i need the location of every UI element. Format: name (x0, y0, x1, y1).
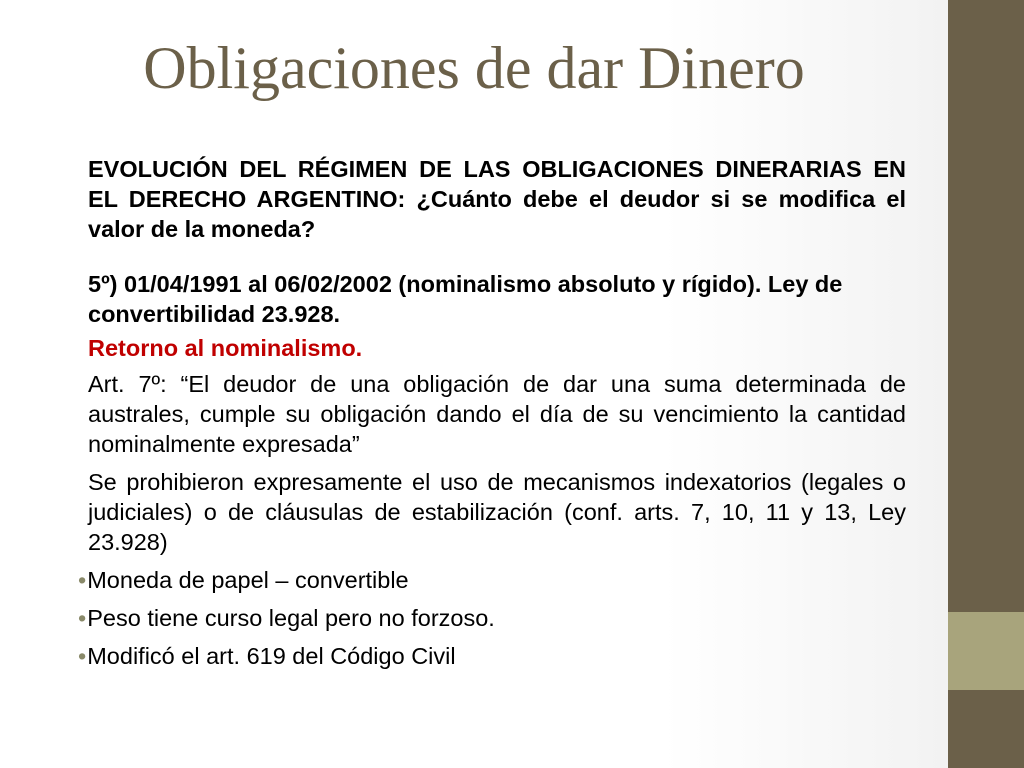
sidebar-band-bottom (948, 690, 1024, 768)
bullet-icon: • (78, 605, 87, 631)
bullet-icon: • (78, 643, 87, 669)
bullet-item (78, 603, 906, 633)
highlight-text: Retorno al nominalismo. (88, 335, 363, 361)
sidebar-band-light (948, 612, 1024, 690)
article-quote: Art. 7º: “El deudor de una obligación de dar una suma determinada de australes, cumple su obligación dando el día de su vencimiento la cantidad nominalmente expresada” (88, 371, 906, 457)
slide-title: Obligaciones de dar Dinero (143, 35, 805, 101)
bullet-text: Peso tiene curso legal pero no forzoso. (87, 605, 495, 631)
bullet-text: Moneda de papel – convertible (87, 567, 409, 593)
bullet-item (78, 641, 906, 671)
bullet-list (78, 565, 906, 671)
bullet-text: Modificó el art. 619 del Código Civil (87, 643, 456, 669)
slide-content (78, 154, 906, 679)
bullet-item (78, 565, 906, 595)
sidebar-band-dark (948, 0, 1024, 612)
section-heading: EVOLUCIÓN DEL RÉGIMEN DE LAS OBLIGACIONES DINERARIAS EN EL DERECHO ARGENTINO: ¿Cuánto debe el deudor si se modifica el valor de la moneda? (88, 156, 906, 242)
prohibition-text: Se prohibieron expresamente el uso de mecanismos indexatorios (legales o judiciales) o de cláusulas de estabilización (conf. arts. 7, 10, 11 y 13, Ley 23.928) (88, 469, 906, 555)
period-text: 5º) 01/04/1991 al 06/02/2002 (nominalismo absoluto y rígido). Ley de convertibilidad 23.928. (88, 271, 843, 327)
bullet-icon: • (78, 567, 87, 593)
